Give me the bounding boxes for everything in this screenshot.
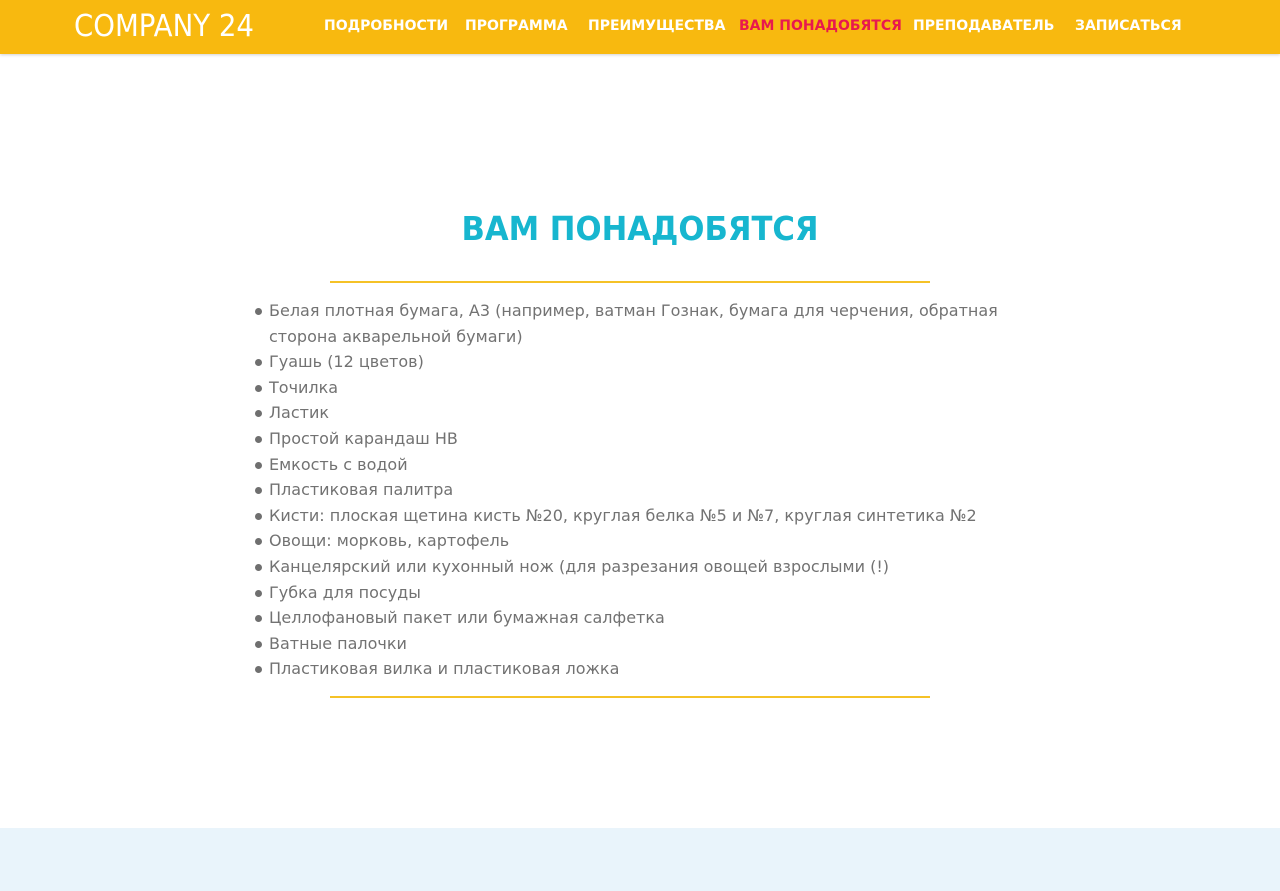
list-item: Канцелярский или кухонный нож (для разрезания овощей взрослыми (!) bbox=[253, 554, 1013, 580]
bullet-icon bbox=[255, 513, 262, 520]
list-item: Ватные палочки bbox=[253, 631, 1013, 657]
list-item: Простой карандаш HB bbox=[253, 426, 1013, 452]
list-item: Пластиковая вилка и пластиковая ложка bbox=[253, 656, 1013, 682]
bullet-icon bbox=[255, 462, 262, 469]
nav-item-teacher[interactable]: ПРЕПОДАВАТЕЛЬ bbox=[913, 18, 1055, 34]
list-item: Целлофановый пакет или бумажная салфетка bbox=[253, 605, 1013, 631]
bullet-icon bbox=[255, 641, 262, 648]
next-section-band bbox=[0, 828, 1280, 891]
list-item: Емкость с водой bbox=[253, 452, 1013, 478]
top-divider bbox=[330, 281, 930, 283]
nav-item-advantages[interactable]: ПРЕИМУЩЕСТВА bbox=[588, 18, 726, 34]
site-header bbox=[0, 0, 1280, 54]
list-item: Белая плотная бумага, А3 (например, ватман Гознак, бумага для черчения, обратная сторона акварельной бумаги) bbox=[253, 298, 1013, 349]
bullet-icon bbox=[255, 308, 262, 315]
nav-item-program[interactable]: ПРОГРАММА bbox=[465, 18, 568, 34]
site-logo[interactable]: COMPANY 24 bbox=[74, 9, 254, 44]
bullet-icon bbox=[255, 385, 262, 392]
list-item: Точилка bbox=[253, 375, 1013, 401]
nav-item-signup[interactable]: ЗАПИСАТЬСЯ bbox=[1075, 18, 1182, 34]
bullet-icon bbox=[255, 487, 262, 494]
bottom-divider bbox=[330, 696, 930, 698]
list-item: Овощи: морковь, картофель bbox=[253, 528, 1013, 554]
list-item: Пластиковая палитра bbox=[253, 477, 1013, 503]
list-item: Кисти: плоская щетина кисть №20, круглая белка №5 и №7, круглая синтетика №2 bbox=[253, 503, 1013, 529]
bullet-icon bbox=[255, 538, 262, 545]
bullet-icon bbox=[255, 666, 262, 673]
bullet-icon bbox=[255, 564, 262, 571]
nav-item-details[interactable]: ПОДРОБНОСТИ bbox=[324, 18, 449, 34]
bullet-icon bbox=[255, 436, 262, 443]
nav-item-you-will-need[interactable]: ВАМ ПОНАДОБЯТСЯ bbox=[739, 18, 902, 34]
section-title: ВАМ ПОНАДОБЯТСЯ bbox=[461, 209, 819, 248]
list-item: Губка для посуды bbox=[253, 580, 1013, 606]
bullet-icon bbox=[255, 410, 262, 417]
bullet-icon bbox=[255, 590, 262, 597]
bullet-icon bbox=[255, 359, 262, 366]
bullet-icon bbox=[255, 615, 262, 622]
main-nav bbox=[0, 0, 1280, 54]
list-item: Гуашь (12 цветов) bbox=[253, 349, 1013, 375]
list-item: Ластик bbox=[253, 400, 1013, 426]
supplies-list bbox=[253, 298, 1013, 682]
